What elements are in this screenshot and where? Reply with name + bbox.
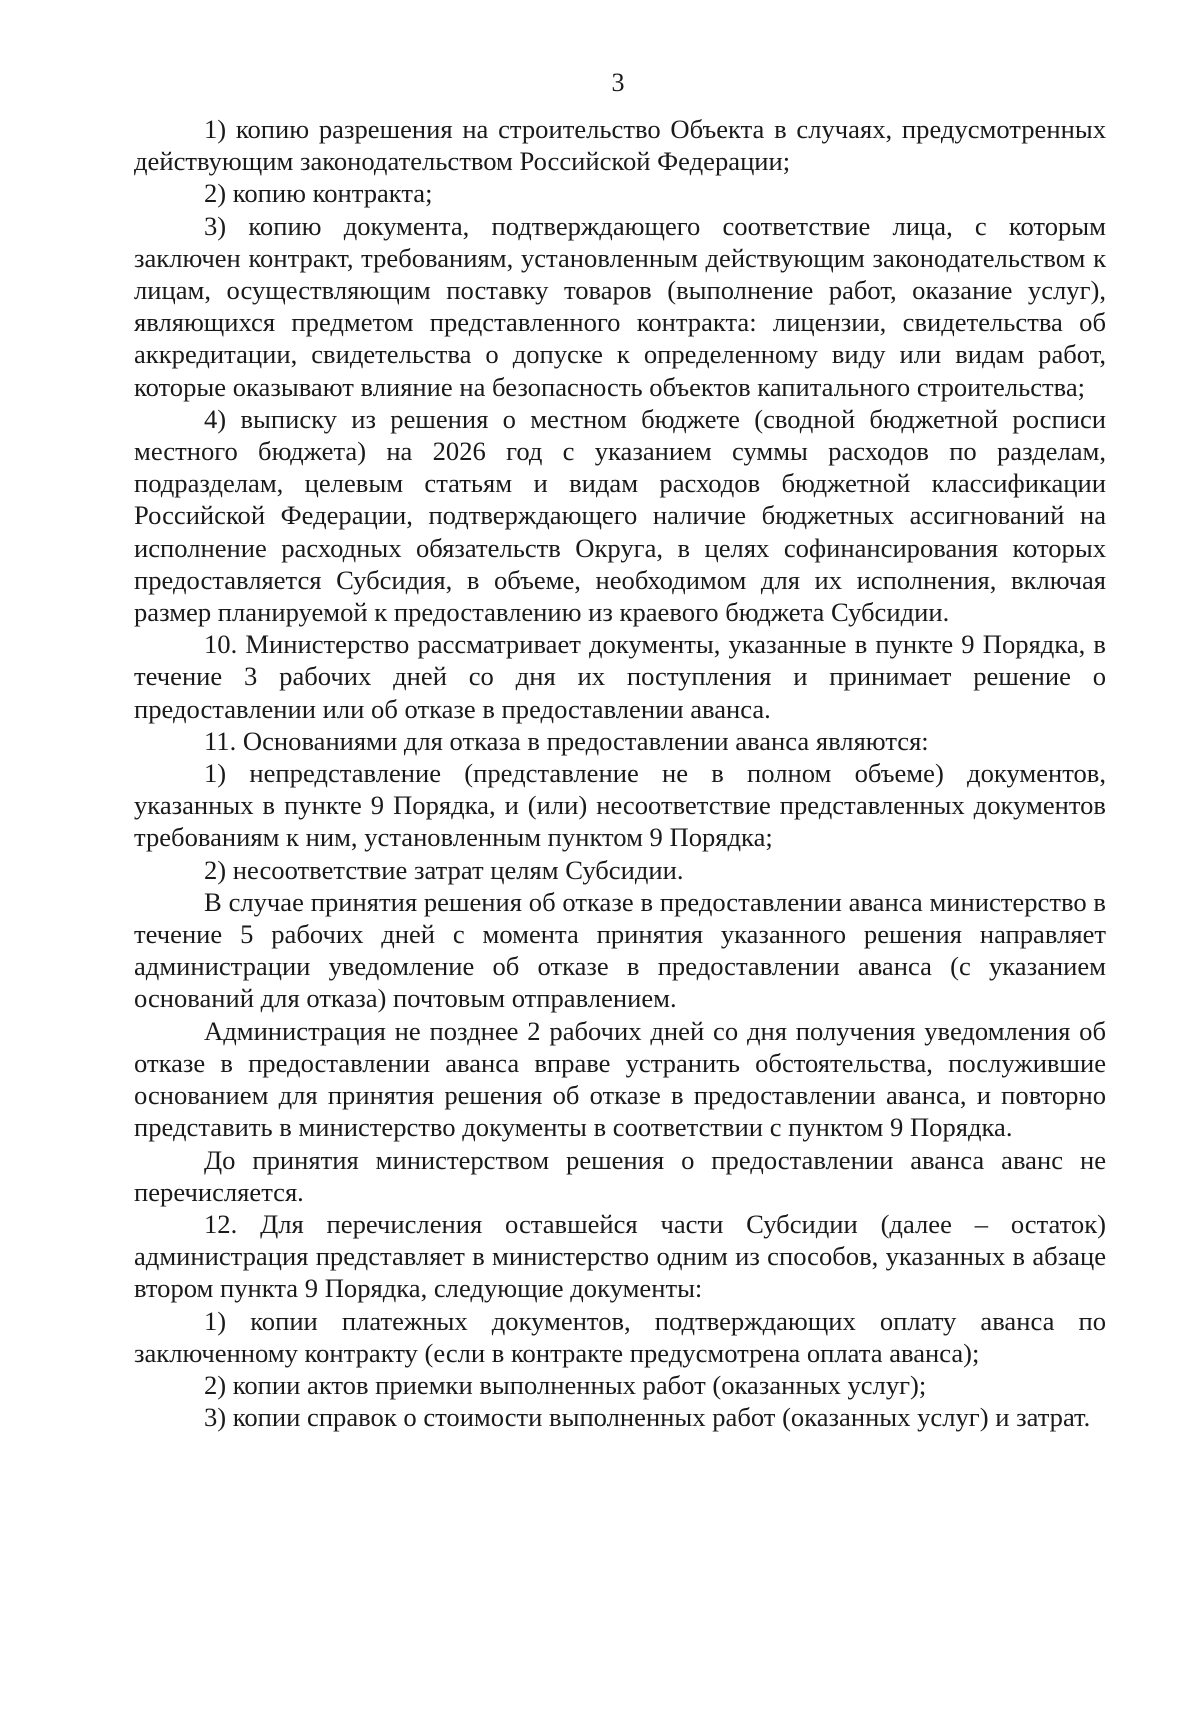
paragraph-item-2-contract-copy: 2) копию контракта; — [204, 178, 433, 209]
paragraph-refusal-reason-2: 2) несоответствие затрат целям Субсидии. — [204, 854, 684, 885]
paragraph-remainder-doc-2: 2) копии актов приемки выполненных работ (оказанных услуг); — [204, 1369, 927, 1400]
paragraph-item-4-budget-extract: 4) выписку из решения о местном бюджете (сводной бюджетной росписи местного бюджета) на 2026 год с указанием суммы расходов по разделам, подразделам, целевым статьям и видам расходов бюджетной классификации Российской Федерации, подтверждающего наличие бюджетных ассигнований на исполнение расходных обязательств Округа, в целях софинансирования которых предоставляется Субсидия, в объеме, необходимом для их исполнения, включая размер планируемой к предоставлению из краевого бюджета Субсидии. — [134, 403, 1106, 628]
paragraph-advance-not-transferred: До принятия министерством решения о предоставлении аванса аванс не перечисляется. — [134, 1144, 1106, 1207]
page-number: 3 — [611, 68, 625, 97]
paragraph-administration-resubmission: Администрация не позднее 2 рабочих дней со дня получения уведомления об отказе в предоставлении аванса вправе устранить обстоятельства, послужившие основанием для принятия решения об отказе в предоставлении аванса, и повторно представить в министерство документы в соответствии с пунктом 9 Порядка. — [134, 1015, 1106, 1143]
paragraph-refusal-reason-1: 1) непредставление (представление не в полном объеме) документов, указанных в пункте 9 Порядка, и (или) несоответствие представленных документов требованиям к ним, установленным пунктом 9 Порядка; — [134, 758, 1106, 853]
paragraph-item-3-compliance-document: 3) копию документа, подтверждающего соответствие лица, с которым заключен контракт, требованиям, установленным действующим законодательством к лицам, осуществляющим поставку товаров (выполнение работ, оказание услуг), являющихся предметом представленного контракта: лицензии, свидетельства об аккредитации, свидетельства о допуске к определенному виду или видам работ, которые оказывают влияние на безопасность объектов капитального строительства; — [134, 210, 1106, 402]
paragraph-remainder-doc-1: 1) копии платежных документов, подтверждающих оплату аванса по заключенному контракту (если в контракте предусмотрена оплата аванса); — [134, 1305, 1106, 1368]
paragraph-refusal-notification: В случае принятия решения об отказе в предоставлении аванса министерство в течение 5 рабочих дней с момента принятия указанного решения направляет администрации уведомление об отказе в предоставлении аванса (с указанием оснований для отказа) почтовым отправлением. — [134, 886, 1106, 1014]
document-body — [134, 113, 1106, 1433]
paragraph-clause-12: 12. Для перечисления оставшейся части Субсидии (далее – остаток) администрация представляет в министерство одним из способов, указанных в абзаце втором пункта 9 Порядка, следующие документы: — [134, 1208, 1106, 1304]
paragraph-clause-11: 11. Основаниями для отказа в предоставлении аванса являются: — [204, 725, 929, 756]
paragraph-remainder-doc-3: 3) копии справок о стоимости выполненных работ (оказанных услуг) и затрат. — [204, 1402, 1091, 1433]
paragraph-clause-10: 10. Министерство рассматривает документы, указанные в пункте 9 Порядка, в течение 3 рабочих дней со дня их поступления и принимает решение о предоставлении или об отказе в предоставлении аванса. — [134, 629, 1106, 724]
paragraph-item-1-construction-permit: 1) копию разрешения на строительство Объекта в случаях, предусмотренных действующим законодательством Российской Федерации; — [134, 114, 1106, 177]
